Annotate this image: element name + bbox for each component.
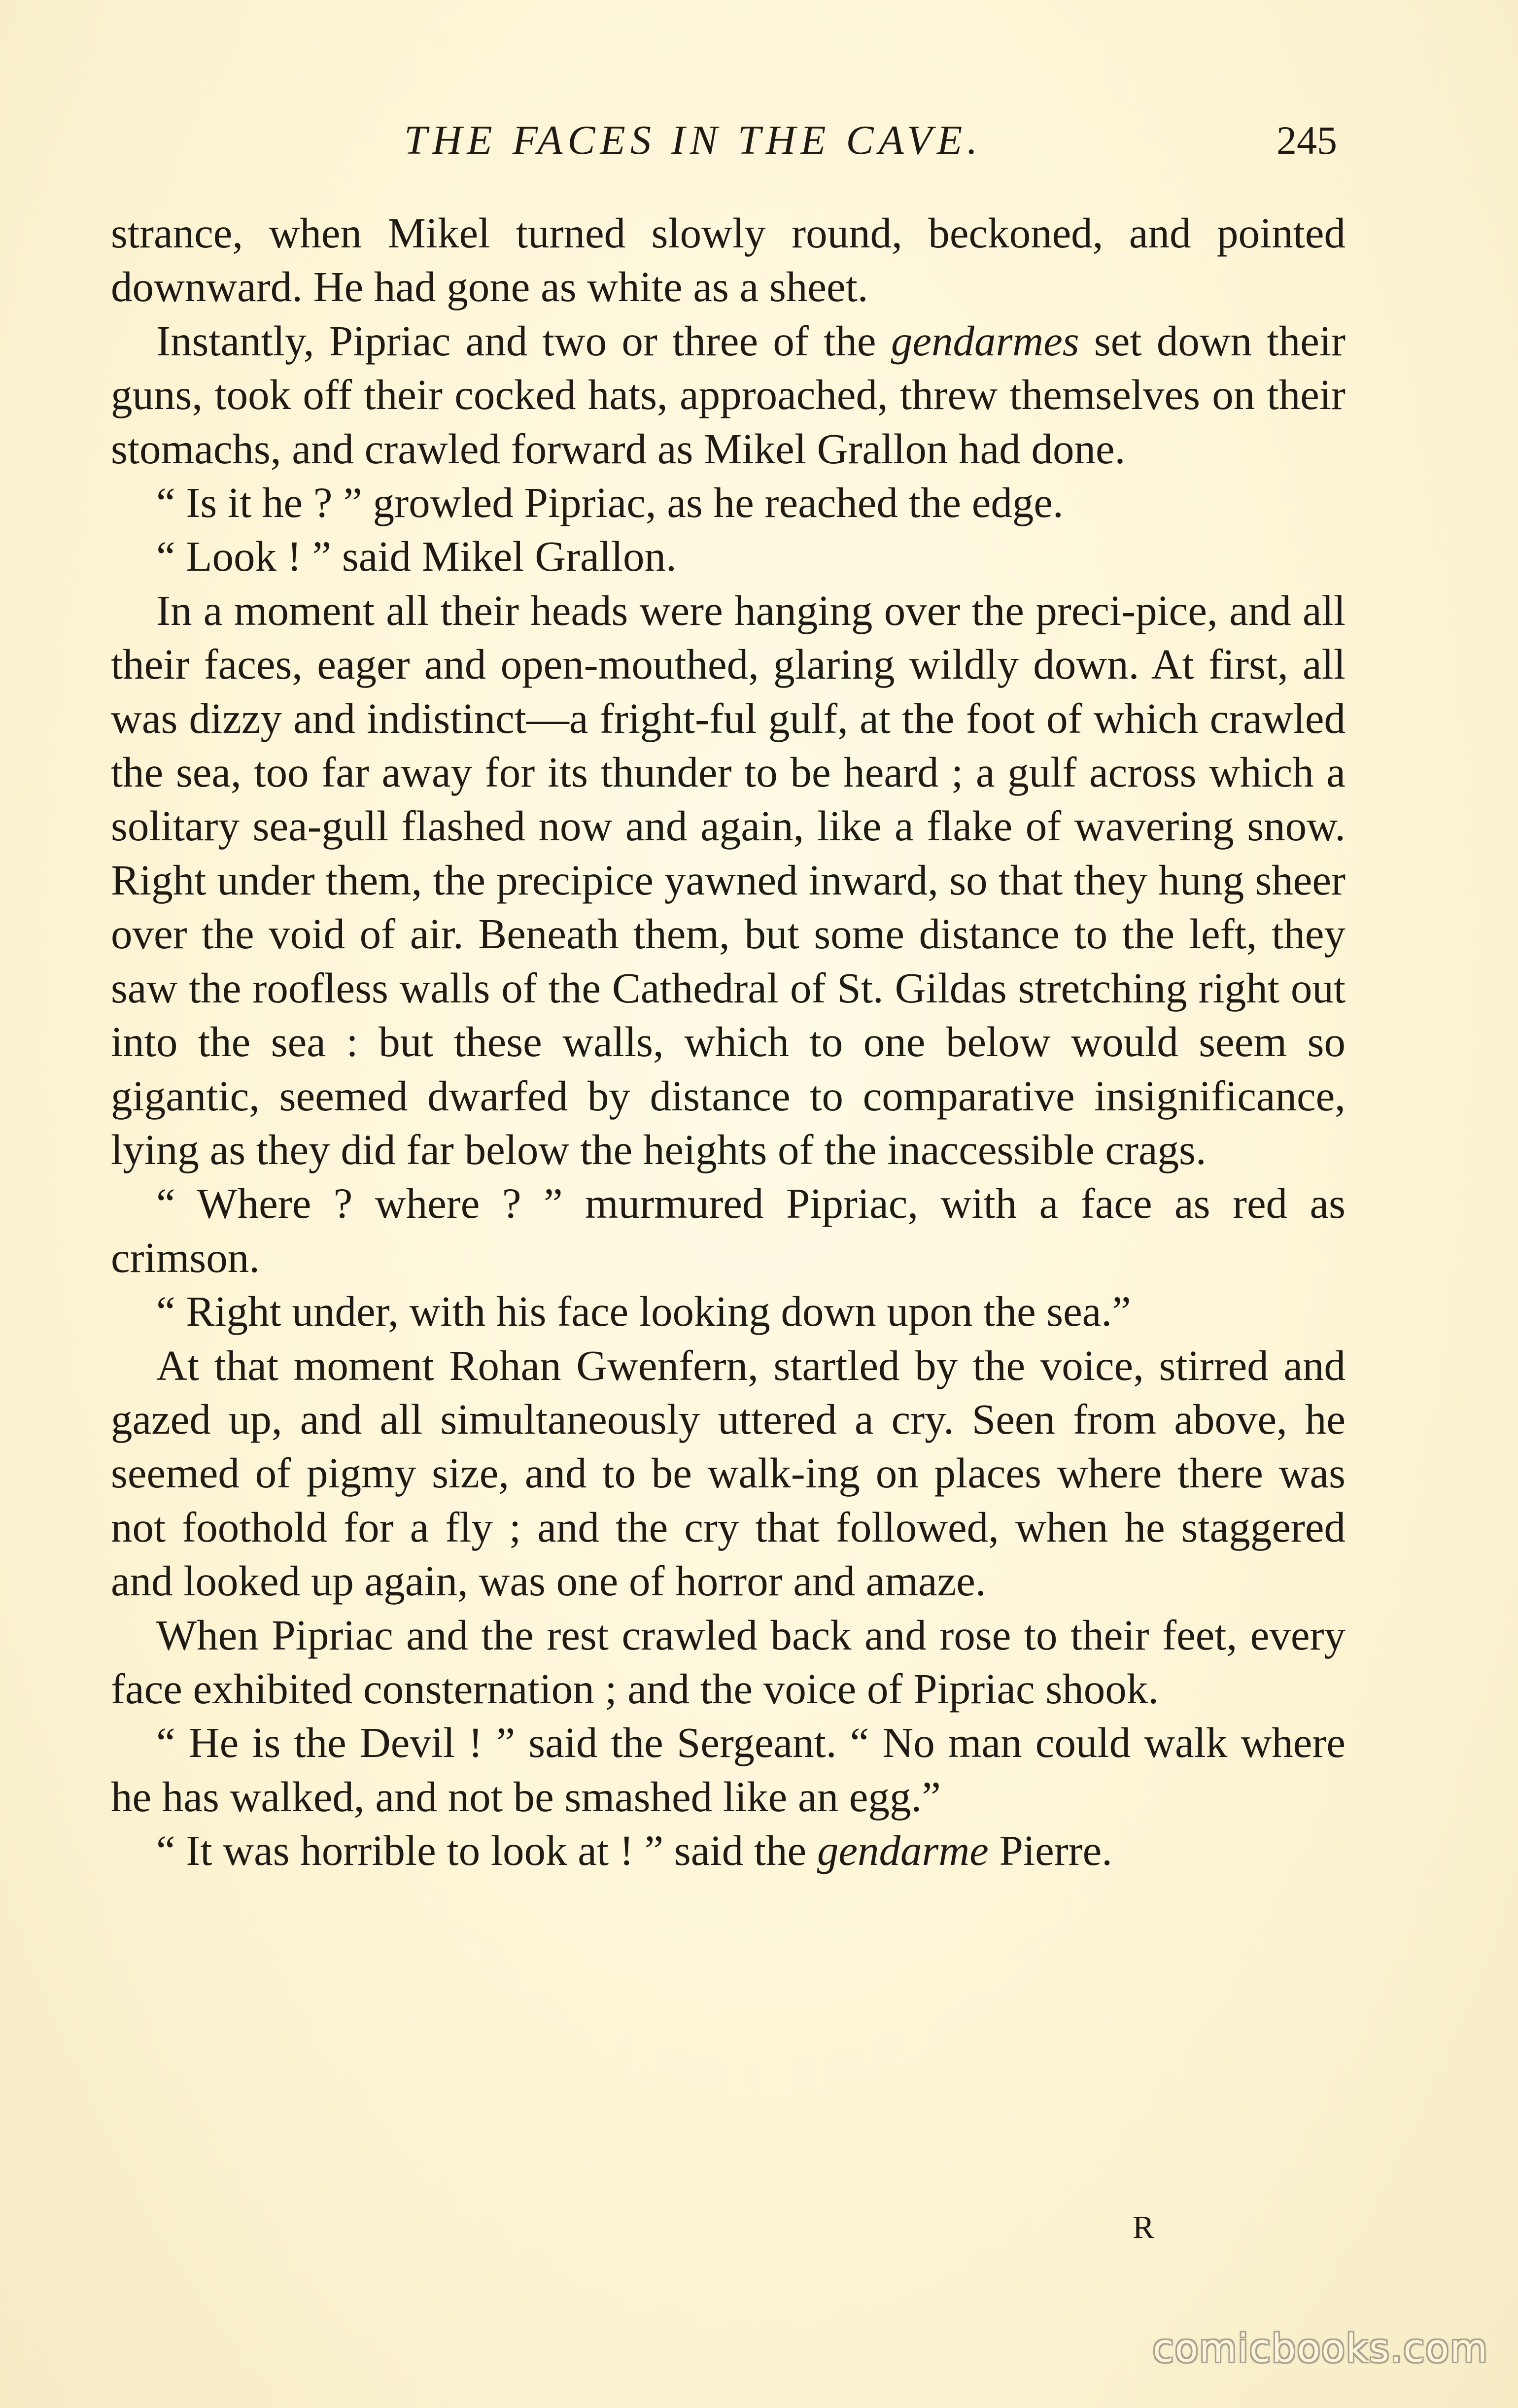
paragraph bbox=[111, 476, 1346, 529]
paragraph bbox=[111, 1608, 1346, 1716]
page-number: 245 bbox=[1276, 118, 1337, 163]
paragraph bbox=[111, 1339, 1346, 1608]
running-title: THE FACES IN THE CAVE. bbox=[404, 117, 983, 163]
body-text bbox=[111, 206, 1346, 1878]
text-run: set down their guns, took off their cocked hats, approached, threw themselves on their stomachs, and crawled forward as Mikel Grallon had done. bbox=[111, 316, 1346, 473]
text-run: Instantly, Pipriac and two or three of the bbox=[156, 316, 891, 365]
paragraph bbox=[111, 529, 1346, 583]
paragraph bbox=[111, 1284, 1346, 1338]
italic-text: gendarme bbox=[817, 1826, 989, 1875]
text-run: At that moment Rohan Gwenfern, startled by the voice, stirred and gazed up, and all simultaneously uttered a cry. Seen from above, he seemed of pigmy size, and to be walk-ing on places where there was not foothold for a fly ; and the cry that followed, when he staggered and looked up again, was one of horror and amaze. bbox=[111, 1341, 1346, 1605]
text-run: “ He is the Devil ! ” said the Sergeant. “ No man could walk where he has walked, and not be smashed like an egg.” bbox=[111, 1719, 1346, 1821]
text-run: When Pipriac and the rest crawled back and rose to their feet, every face exhibited consternation ; and the voice of Pipriac shook. bbox=[111, 1611, 1346, 1713]
paragraph bbox=[111, 1176, 1346, 1284]
italic-text: gendarmes bbox=[891, 316, 1079, 365]
text-run: Pierre. bbox=[988, 1826, 1113, 1875]
paragraph bbox=[111, 1823, 1346, 1877]
paragraph bbox=[111, 584, 1346, 1176]
paragraph bbox=[111, 1716, 1346, 1823]
text-run: “ Is it he ? ” growled Pipriac, as he reached the edge. bbox=[156, 479, 1064, 527]
text-run: strance, when Mikel turned slowly round, beckoned, and pointed downward. He had gone as white as a sheet. bbox=[111, 209, 1346, 311]
text-run: “ It was horrible to look at ! ” said the bbox=[156, 1826, 817, 1875]
text-run: “ Look ! ” said Mikel Grallon. bbox=[156, 532, 677, 581]
text-run: “ Where ? where ? ” murmured Pipriac, with a face as red as crimson. bbox=[111, 1179, 1346, 1281]
page-header bbox=[0, 111, 1518, 170]
text-run: In a moment all their heads were hanging over the preci-pice, and all their faces, eager and open-mouthed, glaring wildly down. At first, all was dizzy and indistinct—a fright-ful gulf, at the foot of which crawled the sea, too far away for its thunder to be heard ; a gulf across which a solitary sea-gull flashed now and again, like a flake of wavering snow. Right under them, the precipice yawned inward, so that they hung sheer over the void of air. Beneath them, but some distance to the left, they saw the roofless walls of the Cathedral of St. Gildas stretching right out into the sea : but these walls, which to one below would seem so gigantic, seemed dwarfed by distance to comparative insignificance, lying as they did far below the heights of the inaccessible crags. bbox=[111, 586, 1346, 1173]
watermark-logo: comicbooks.com bbox=[1152, 2327, 1488, 2371]
paragraph bbox=[111, 314, 1346, 476]
signature-mark: R bbox=[1133, 2209, 1155, 2245]
paragraph bbox=[111, 206, 1346, 314]
text-run: “ Right under, with his face looking down upon the sea.” bbox=[156, 1287, 1131, 1336]
